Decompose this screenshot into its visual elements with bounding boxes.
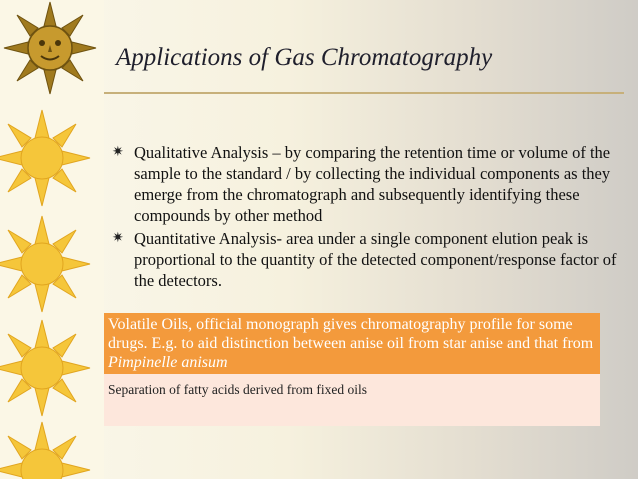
table-row-fatty-acids <box>104 374 600 426</box>
bullet-text-quantitative: Quantitative Analysis- area under a single component elution peak is proportional to the quantity of the detected component/response factor of the detectors. <box>134 229 617 290</box>
species-name: Pimpinelle anisum <box>108 354 228 371</box>
sun-face-icon <box>0 0 100 100</box>
star-bullet-icon: ✷ <box>112 231 124 246</box>
fatty-acids-text: Separation of fatty acids derived from fixed oils <box>108 382 368 397</box>
volatile-oils-text: Volatile Oils, official monograph gives chromatography profile for some drugs. E.g. to aid distinction between anise oil from star anise and that from <box>108 316 594 352</box>
bullet-item <box>112 142 628 226</box>
bullet-list <box>112 142 628 293</box>
sun-icon <box>0 420 100 479</box>
title-divider <box>104 92 624 94</box>
bullet-item <box>112 228 628 291</box>
star-bullet-icon: ✷ <box>112 145 124 160</box>
sun-icon <box>0 214 100 314</box>
bullet-text-qualitative: Qualitative Analysis – by comparing the retention time or volume of the sample to the standard / by collecting the individual components as they emerge from the chromatograph and subsequently identifying these compounds by other method <box>134 143 611 225</box>
sun-icon <box>0 108 100 208</box>
slide-title: Applications of Gas Chromatography <box>116 44 493 71</box>
table-row-volatile-oils <box>104 313 600 374</box>
sun-icon <box>0 318 100 418</box>
